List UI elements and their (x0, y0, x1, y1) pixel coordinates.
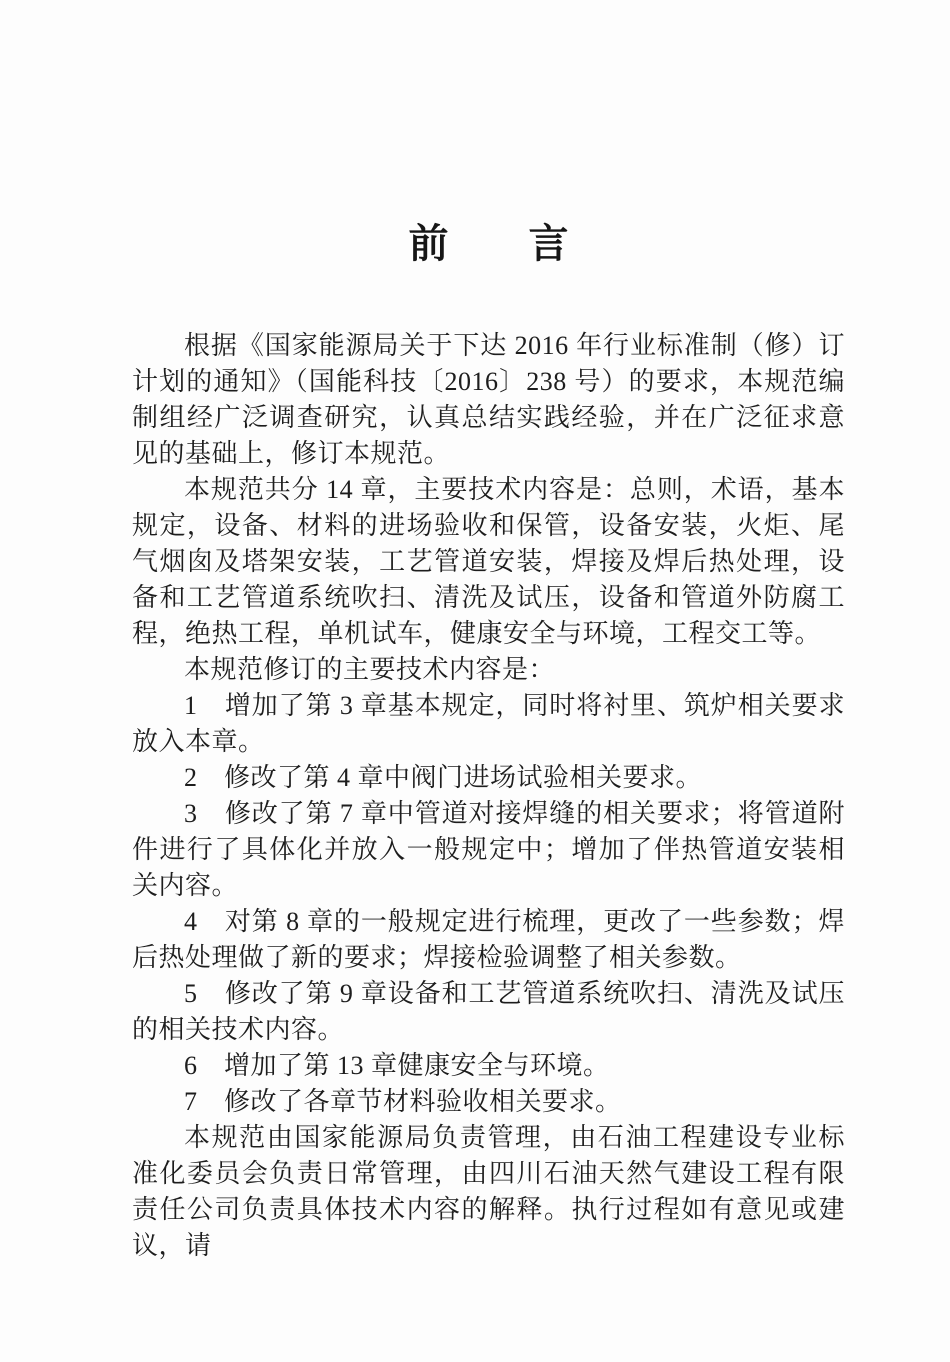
revision-item-7: 7 修改了各章节材料验收相关要求。 (184, 1087, 622, 1116)
paragraph-contents: 本规范共分 14 章，主要技术内容是：总则，术语，基本规定，设备、材料的进场验收和保管，设备安装，火炬、尾气烟囱及塔架安装，工艺管道安装，焊接及焊后热处理，设备和工艺管道系统吹扫、清洗及试压，设备和管道外防腐工程，绝热工程，单机试车，健康安全与环境，工程交工等。 (132, 475, 845, 648)
revision-item-2: 2 修改了第 4 章中阀门进场试验相关要求。 (184, 763, 703, 792)
paragraph-intro: 根据《国家能源局关于下达 2016 年行业标准制（修）订计划的通知》（国能科技〔2016〕238 号）的要求，本规范编制组经广泛调查研究，认真总结实践经验，并在广泛征求意见的基础上，修订本规范。 (132, 331, 845, 468)
revision-item-4: 4 对第 8 章的一般规定进行梳理，更改了一些参数；焊后热处理做了新的要求；焊接检验调整了相关参数。 (132, 907, 845, 972)
revision-item-1: 1 增加了第 3 章基本规定，同时将衬里、筑炉相关要求放入本章。 (132, 691, 845, 756)
page-title: 前 言 (408, 222, 569, 266)
paragraph-revision-lead: 本规范修订的主要技术内容是： (184, 655, 556, 684)
paragraph-management: 本规范由国家能源局负责管理，由石油工程建设专业标准化委员会负责日常管理，由四川石油天然气建设工程有限责任公司负责具体技术内容的解释。执行过程如有意见或建议，请 (132, 1123, 845, 1260)
revision-item-5: 5 修改了第 9 章设备和工艺管道系统吹扫、清洗及试压的相关技术内容。 (132, 979, 845, 1044)
document-body (132, 328, 845, 1264)
revision-item-3: 3 修改了第 7 章中管道对接焊缝的相关要求；将管道附件进行了具体化并放入一般规定中；增加了伴热管道安装相关内容。 (132, 799, 845, 900)
revision-item-6: 6 增加了第 13 章健康安全与环境。 (184, 1051, 610, 1080)
